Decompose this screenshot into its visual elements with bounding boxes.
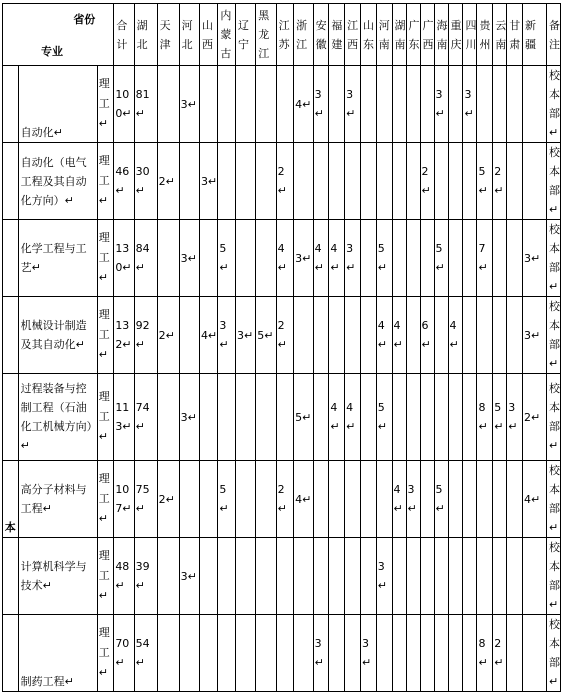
province-quota xyxy=(179,297,199,374)
header-province-label: 河北 xyxy=(181,18,193,51)
major-name: 高分子材料与工程↵ xyxy=(18,461,97,538)
province-quota xyxy=(199,66,217,143)
province-quota: 2↵ xyxy=(276,297,294,374)
province-quota: 3↵ xyxy=(523,297,547,374)
header-province-label: 甘肃 xyxy=(509,18,521,51)
province-quota xyxy=(434,374,448,461)
province-quota xyxy=(157,220,179,297)
province-quota: 4↵ xyxy=(329,220,345,297)
province-quota: 6↵ xyxy=(420,297,434,374)
header-province-label: 安徽 xyxy=(315,18,327,51)
header-corner xyxy=(3,4,114,66)
province-quota xyxy=(493,66,507,143)
province-quota xyxy=(218,538,236,615)
province-quota xyxy=(276,66,294,143)
province-quota xyxy=(218,143,236,220)
province-quota xyxy=(406,297,420,374)
province-quota xyxy=(463,143,477,220)
header-province-label: 山东 xyxy=(362,18,374,51)
province-quota xyxy=(179,143,199,220)
header-province-2 xyxy=(179,4,199,66)
table-row xyxy=(3,461,561,538)
province-quota xyxy=(294,143,313,220)
province-quota: 5↵ xyxy=(434,220,448,297)
subject-type: 理工↵ xyxy=(97,220,114,297)
header-province-5 xyxy=(236,4,256,66)
province-quota xyxy=(507,615,523,692)
category-cell: 本 xyxy=(3,461,19,538)
header-province-23 xyxy=(523,4,547,66)
province-quota xyxy=(434,297,448,374)
major-name: 化学工程与工艺↵ xyxy=(18,220,97,297)
province-quota: 4↵ xyxy=(345,374,361,461)
province-quota: 3↵ xyxy=(376,538,392,615)
major-name: 自动化（电气工程及其自动化方向）↵ xyxy=(18,143,97,220)
row-note: 校本部↵ xyxy=(547,461,561,538)
table-row xyxy=(3,615,561,692)
province-quota xyxy=(199,615,217,692)
province-quota: 5↵ xyxy=(218,220,236,297)
header-province-3 xyxy=(199,4,217,66)
header-province-4 xyxy=(218,4,236,66)
province-quota xyxy=(157,538,179,615)
province-quota xyxy=(345,143,361,220)
table-row xyxy=(3,297,561,374)
province-quota xyxy=(420,615,434,692)
province-quota: 3↵ xyxy=(313,615,329,692)
header-province-label: 浙江 xyxy=(296,18,308,51)
province-quota: 3↵ xyxy=(463,66,477,143)
province-quota xyxy=(420,374,434,461)
province-quota xyxy=(236,66,256,143)
province-quota xyxy=(294,538,313,615)
header-province-label: 云南 xyxy=(495,18,507,51)
province-quota xyxy=(313,143,329,220)
province-quota: 2↵ xyxy=(276,143,294,220)
province-quota xyxy=(199,538,217,615)
province-quota xyxy=(256,143,276,220)
row-total: 46↵ xyxy=(114,143,134,220)
province-quota xyxy=(406,374,420,461)
province-quota xyxy=(463,615,477,692)
table-row xyxy=(3,66,561,143)
province-quota xyxy=(448,374,463,461)
province-quota xyxy=(157,374,179,461)
province-quota xyxy=(157,66,179,143)
province-quota xyxy=(313,374,329,461)
row-note: 校本部↵ xyxy=(547,220,561,297)
province-quota xyxy=(507,297,523,374)
row-note: 校本部↵ xyxy=(547,66,561,143)
province-quota: 4↵ xyxy=(294,461,313,538)
province-quota xyxy=(360,66,376,143)
province-quota: 3↵ xyxy=(218,297,236,374)
province-quota xyxy=(218,374,236,461)
header-province-12 xyxy=(360,4,376,66)
header-province-label: 湖北 xyxy=(136,18,148,51)
province-quota xyxy=(493,220,507,297)
header-province-8 xyxy=(294,4,313,66)
province-quota: 3↵ xyxy=(345,220,361,297)
province-quota xyxy=(360,461,376,538)
subject-type: 理工↵ xyxy=(97,297,114,374)
province-quota xyxy=(236,538,256,615)
row-note: 校本部↵ xyxy=(547,374,561,461)
province-quota xyxy=(199,374,217,461)
province-quota: 3↵ xyxy=(360,615,376,692)
province-quota xyxy=(236,461,256,538)
province-quota xyxy=(434,538,448,615)
row-total: 48↵ xyxy=(114,538,134,615)
province-quota xyxy=(420,220,434,297)
province-quota: 2↵ xyxy=(157,143,179,220)
table-row xyxy=(3,374,561,461)
province-quota: 8↵ xyxy=(477,374,493,461)
province-quota xyxy=(392,615,406,692)
province-quota xyxy=(294,297,313,374)
header-province-13 xyxy=(376,4,392,66)
province-quota xyxy=(477,461,493,538)
header-province-22 xyxy=(507,4,523,66)
province-quota: 3↵ xyxy=(406,461,420,538)
province-quota xyxy=(463,297,477,374)
province-quota xyxy=(477,297,493,374)
header-province-label: 湖南 xyxy=(394,18,406,51)
header-province-19 xyxy=(463,4,477,66)
province-quota xyxy=(507,461,523,538)
table-row xyxy=(3,538,561,615)
province-quota: 4↵ xyxy=(294,66,313,143)
province-quota: 3↵ xyxy=(507,374,523,461)
province-quota xyxy=(507,66,523,143)
header-province-9 xyxy=(313,4,329,66)
province-quota xyxy=(218,615,236,692)
province-quota xyxy=(406,220,420,297)
province-quota xyxy=(507,143,523,220)
province-quota xyxy=(199,461,217,538)
province-quota: 4↵ xyxy=(448,297,463,374)
province-quota: 5↵ xyxy=(218,461,236,538)
province-quota xyxy=(313,538,329,615)
header-province-label: 重庆 xyxy=(450,18,462,51)
province-quota xyxy=(406,66,420,143)
header-province-18 xyxy=(448,4,463,66)
header-province-15 xyxy=(406,4,420,66)
province-quota: 8↵ xyxy=(477,615,493,692)
header-row xyxy=(3,4,561,66)
province-quota xyxy=(345,615,361,692)
province-quota: 3↵ xyxy=(179,220,199,297)
subject-type: 理工↵ xyxy=(97,66,114,143)
province-quota: 5↵ xyxy=(294,374,313,461)
province-quota xyxy=(345,297,361,374)
province-quota: 4↵ xyxy=(276,220,294,297)
province-quota: 54↵ xyxy=(134,615,157,692)
province-quota: 4↵ xyxy=(376,297,392,374)
province-quota: 5↵ xyxy=(376,374,392,461)
header-province-label: 内蒙古 xyxy=(220,9,232,60)
province-quota: 74↵ xyxy=(134,374,157,461)
province-quota xyxy=(477,538,493,615)
province-quota xyxy=(256,461,276,538)
province-quota: 4↵ xyxy=(392,461,406,538)
province-quota: 3↵ xyxy=(345,66,361,143)
province-quota xyxy=(313,461,329,538)
province-quota: 2↵ xyxy=(493,615,507,692)
province-quota xyxy=(392,538,406,615)
header-province-label: 省份 xyxy=(73,13,96,26)
province-quota xyxy=(276,374,294,461)
province-quota: 5↵ xyxy=(477,143,493,220)
header-province-label: 天津 xyxy=(159,18,171,51)
header-province-17 xyxy=(434,4,448,66)
province-quota: 3↵ xyxy=(434,66,448,143)
header-province-label: 黑龙江 xyxy=(258,9,270,60)
province-quota: 3↵ xyxy=(294,220,313,297)
province-quota: 4↵ xyxy=(199,297,217,374)
header-province-label: 福建 xyxy=(331,18,343,51)
row-total: 130↵ xyxy=(114,220,134,297)
header-province-label: 辽宁 xyxy=(238,18,250,51)
province-quota: 39↵ xyxy=(134,538,157,615)
province-quota xyxy=(448,220,463,297)
province-quota xyxy=(236,615,256,692)
province-quota: 5↵ xyxy=(493,374,507,461)
province-quota xyxy=(448,538,463,615)
province-quota xyxy=(179,615,199,692)
province-quota xyxy=(276,615,294,692)
subject-type: 理工↵ xyxy=(97,374,114,461)
province-quota xyxy=(329,66,345,143)
province-quota xyxy=(493,297,507,374)
province-quota xyxy=(376,66,392,143)
header-province-0 xyxy=(134,4,157,66)
province-quota xyxy=(329,615,345,692)
province-quota xyxy=(376,461,392,538)
major-name: 自动化↵ xyxy=(18,66,97,143)
province-quota xyxy=(463,461,477,538)
header-province-label: 贵州 xyxy=(479,18,491,51)
province-quota xyxy=(218,66,236,143)
province-quota xyxy=(157,615,179,692)
province-quota xyxy=(236,374,256,461)
province-quota xyxy=(448,66,463,143)
province-quota: 2↵ xyxy=(420,143,434,220)
province-quota xyxy=(507,220,523,297)
province-quota xyxy=(360,220,376,297)
header-province-label: 河南 xyxy=(378,18,390,51)
province-quota: 92↵ xyxy=(134,297,157,374)
province-quota xyxy=(493,538,507,615)
row-total: 132↵ xyxy=(114,297,134,374)
province-quota: 7↵ xyxy=(477,220,493,297)
category-cell xyxy=(3,538,19,615)
province-quota: 3↵ xyxy=(199,143,217,220)
province-quota: 81↵ xyxy=(134,66,157,143)
header-province-10 xyxy=(329,4,345,66)
province-quota xyxy=(406,538,420,615)
enrollment-plan-table xyxy=(2,3,561,692)
header-province-16 xyxy=(420,4,434,66)
header-note: 备注 xyxy=(547,4,561,66)
subject-type: 理工↵ xyxy=(97,143,114,220)
province-quota: 2↵ xyxy=(157,297,179,374)
province-quota xyxy=(463,374,477,461)
province-quota xyxy=(199,220,217,297)
category-cell xyxy=(3,374,19,461)
major-name: 制药工程↵ xyxy=(18,615,97,692)
province-quota xyxy=(376,143,392,220)
province-quota xyxy=(434,143,448,220)
province-quota xyxy=(329,143,345,220)
province-quota xyxy=(448,615,463,692)
province-quota: 4↵ xyxy=(313,220,329,297)
province-quota: 30↵ xyxy=(134,143,157,220)
row-note: 校本部↵ xyxy=(547,538,561,615)
province-quota xyxy=(448,461,463,538)
province-quota xyxy=(360,374,376,461)
province-quota: 5↵ xyxy=(256,297,276,374)
province-quota: 2↵ xyxy=(523,374,547,461)
province-quota xyxy=(420,538,434,615)
province-quota: 5↵ xyxy=(376,220,392,297)
province-quota xyxy=(507,538,523,615)
province-quota xyxy=(406,615,420,692)
province-quota xyxy=(360,538,376,615)
province-quota: 2↵ xyxy=(276,461,294,538)
province-quota xyxy=(256,220,276,297)
province-quota xyxy=(463,538,477,615)
province-quota: 3↵ xyxy=(179,66,199,143)
province-quota xyxy=(406,143,420,220)
enrollment-plan-table-wrapper xyxy=(2,3,561,692)
province-quota xyxy=(256,374,276,461)
major-name: 机械设计制造及其自动化↵ xyxy=(18,297,97,374)
province-quota: 3↵ xyxy=(313,66,329,143)
province-quota xyxy=(236,143,256,220)
category-cell xyxy=(3,615,19,692)
header-province-label: 江西 xyxy=(347,18,359,51)
category-cell xyxy=(3,143,19,220)
subject-type: 理工↵ xyxy=(97,538,114,615)
subject-type: 理工↵ xyxy=(97,461,114,538)
category-cell xyxy=(3,297,19,374)
province-quota: 4↵ xyxy=(392,297,406,374)
province-quota xyxy=(463,220,477,297)
province-quota xyxy=(236,220,256,297)
category-cell xyxy=(3,66,19,143)
province-quota xyxy=(392,143,406,220)
province-quota: 2↵ xyxy=(157,461,179,538)
row-note: 校本部↵ xyxy=(547,143,561,220)
province-quota xyxy=(523,538,547,615)
province-quota xyxy=(523,615,547,692)
province-quota xyxy=(523,143,547,220)
header-province-14 xyxy=(392,4,406,66)
header-province-11 xyxy=(345,4,361,66)
category-cell xyxy=(3,220,19,297)
province-quota xyxy=(448,143,463,220)
province-quota xyxy=(256,66,276,143)
header-province-20 xyxy=(477,4,493,66)
province-quota xyxy=(376,615,392,692)
province-quota xyxy=(477,66,493,143)
row-note: 校本部↵ xyxy=(547,297,561,374)
province-quota: 3↵ xyxy=(236,297,256,374)
header-province-label: 山西 xyxy=(201,18,213,51)
header-province-label: 广西 xyxy=(422,18,434,51)
row-total: 100↵ xyxy=(114,66,134,143)
major-name: 过程装备与控制工程（石油化工机械方向）↵ xyxy=(18,374,97,461)
province-quota xyxy=(256,615,276,692)
province-quota xyxy=(345,538,361,615)
province-quota: 4↵ xyxy=(523,461,547,538)
province-quota xyxy=(434,615,448,692)
province-quota xyxy=(420,66,434,143)
province-quota xyxy=(360,143,376,220)
province-quota: 2↵ xyxy=(493,143,507,220)
header-province-21 xyxy=(493,4,507,66)
province-quota xyxy=(392,374,406,461)
province-quota: 3↵ xyxy=(179,538,199,615)
province-quota xyxy=(313,297,329,374)
province-quota: 3↵ xyxy=(179,374,199,461)
major-name: 计算机科学与技术↵ xyxy=(18,538,97,615)
header-province-label: 新疆 xyxy=(525,18,537,51)
province-quota xyxy=(493,461,507,538)
province-quota xyxy=(329,538,345,615)
province-quota xyxy=(523,66,547,143)
province-quota: 84↵ xyxy=(134,220,157,297)
header-province-label: 江苏 xyxy=(278,18,290,51)
province-quota xyxy=(329,461,345,538)
header-total: 合计 xyxy=(114,4,134,66)
province-quota xyxy=(179,461,199,538)
province-quota: 4↵ xyxy=(329,374,345,461)
province-quota xyxy=(276,538,294,615)
header-province-label: 广东 xyxy=(408,18,420,51)
header-province-6 xyxy=(256,4,276,66)
table-row xyxy=(3,143,561,220)
province-quota xyxy=(392,220,406,297)
header-province-label: 海南 xyxy=(436,18,448,51)
province-quota xyxy=(420,461,434,538)
province-quota: 5↵ xyxy=(434,461,448,538)
header-province-1 xyxy=(157,4,179,66)
province-quota xyxy=(360,297,376,374)
province-quota: 3↵ xyxy=(523,220,547,297)
row-total: 107↵ xyxy=(114,461,134,538)
row-total: 113↵ xyxy=(114,374,134,461)
header-major-label: 专业 xyxy=(41,45,63,58)
subject-type: 理工↵ xyxy=(97,615,114,692)
province-quota xyxy=(329,297,345,374)
province-quota xyxy=(345,461,361,538)
row-note: 校本部↵ xyxy=(547,615,561,692)
province-quota xyxy=(256,538,276,615)
header-province-label: 四川 xyxy=(465,18,477,51)
province-quota xyxy=(294,615,313,692)
header-province-7 xyxy=(276,4,294,66)
province-quota xyxy=(392,66,406,143)
province-quota: 75↵ xyxy=(134,461,157,538)
table-row xyxy=(3,220,561,297)
row-total: 70↵ xyxy=(114,615,134,692)
